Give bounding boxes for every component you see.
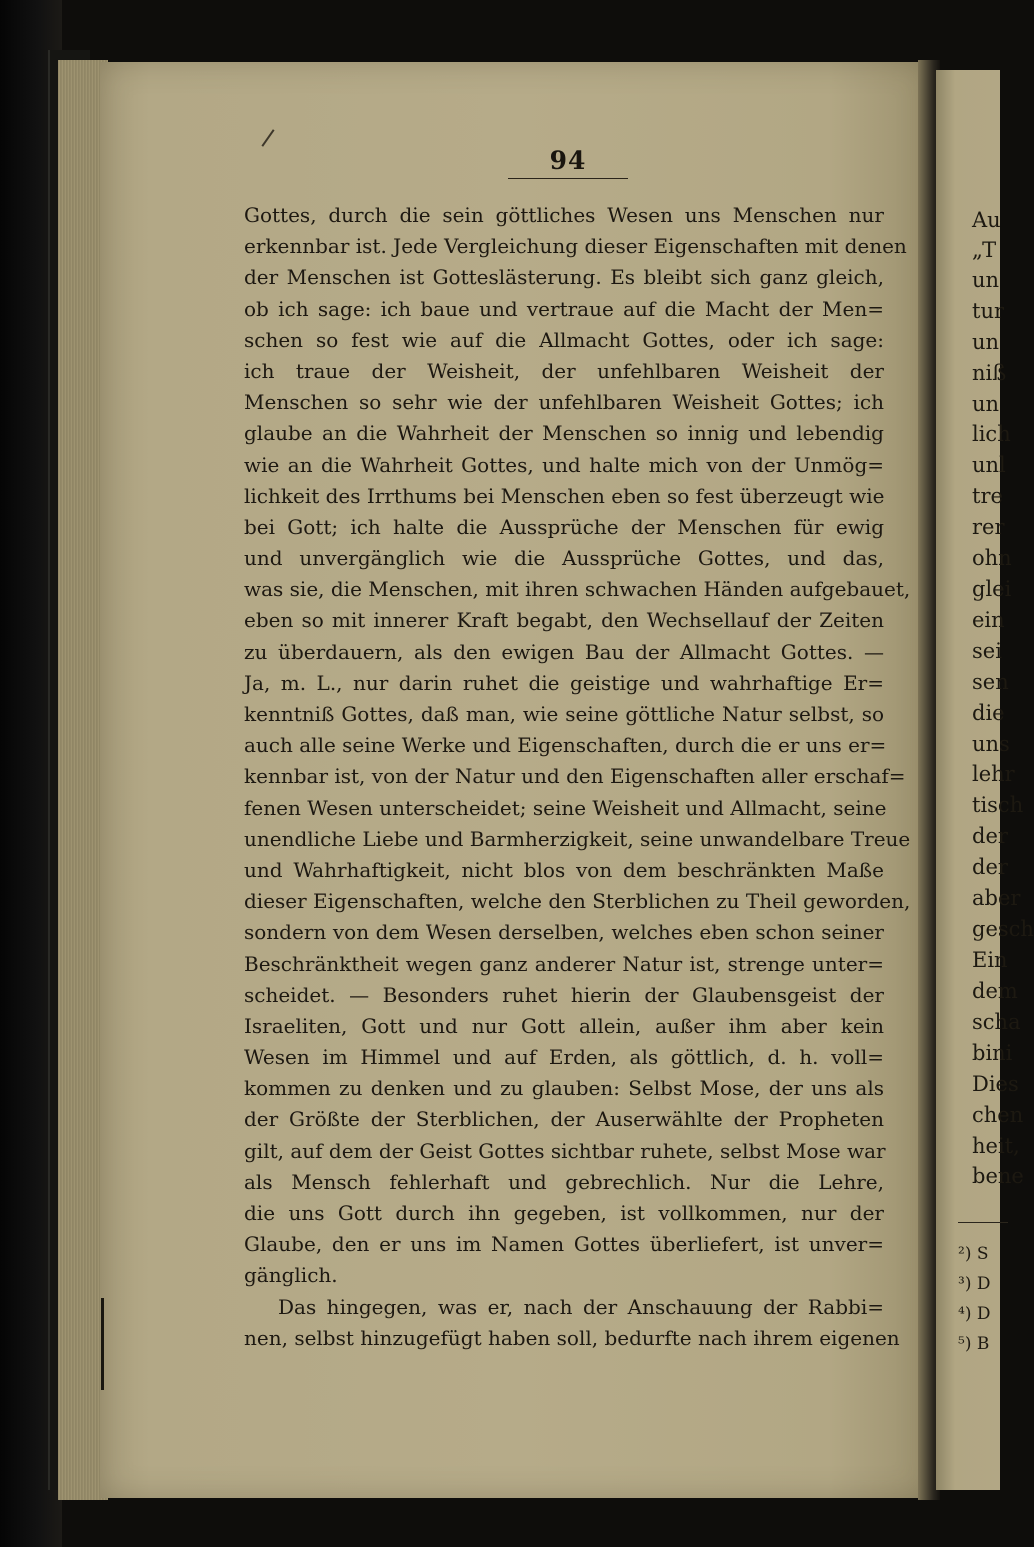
text-line: nen, selbst hinzugefügt haben soll, bedurfte nach ihrem eigenen: [244, 1325, 900, 1350]
next-page-fragment: lehr: [972, 762, 1015, 786]
next-page-fragment: heit,: [972, 1134, 1020, 1158]
text-line: kennbar ist, von der Natur und den Eigenschaften aller erschaf=: [244, 764, 906, 789]
next-page-fragment: un: [972, 268, 1000, 292]
text-line: und Wahrhaftigkeit, nicht blos von dem beschränkten Maße: [244, 857, 884, 882]
next-page-fragment: sen: [972, 670, 1009, 694]
next-page-fragment: scha: [972, 1010, 1021, 1034]
next-page-fragment: unl: [972, 453, 1006, 477]
text-line: Ja, m. L., nur darin ruhet die geistige und wahrhaftige Er=: [244, 670, 884, 695]
text-line: was sie, die Menschen, mit ihren schwachen Händen aufgebauet,: [244, 577, 911, 602]
text-line: die uns Gott durch ihn gegeben, ist vollkommen, nur der: [244, 1201, 884, 1225]
next-page-fragment: gesch: [972, 917, 1034, 941]
next-page-footnote: ⁴) D: [958, 1304, 991, 1324]
text-line: der Größte der Sterblichen, der Auserwählte der Propheten: [244, 1107, 884, 1132]
next-page-fragment: tre: [972, 484, 1003, 508]
text-line: Gottes, durch die sein göttliches Wesen uns Menschen nur: [244, 203, 884, 227]
text-line: Glaube, den er uns im Namen Gottes überliefert, ist unver=: [244, 1232, 884, 1257]
text-line: kenntniß Gottes, daß man, wie seine göttliche Natur selbst, so: [244, 702, 884, 726]
next-page-fragment: niß: [972, 361, 1007, 385]
text-line: eben so mit innerer Kraft begabt, den Wechsellauf der Zeiten: [244, 608, 884, 633]
text-line: glaube an die Wahrheit der Menschen so innig und lebendig: [244, 421, 884, 446]
text-line: ob ich sage: ich baue und vertraue auf die Macht der Men=: [244, 296, 884, 321]
next-page-fragment: tur: [972, 299, 1005, 323]
text-line: und unvergänglich wie die Aussprüche Gottes, und das,: [244, 546, 884, 571]
text-line: der Menschen ist Gotteslästerung. Es bleibt sich ganz gleich,: [244, 265, 884, 290]
next-page-fragment: chen: [972, 1103, 1024, 1127]
text-line: Menschen so sehr wie der unfehlbaren Weisheit Gottes; ich: [244, 390, 884, 415]
next-page-fragment: ein: [972, 608, 1005, 632]
next-page-fragment: uns: [972, 732, 1010, 756]
text-line: lichkeit des Irrthums bei Menschen eben so fest überzeugt wie: [244, 483, 885, 508]
next-page-fragment: der: [972, 855, 1008, 879]
next-page-fragment: Dies: [972, 1072, 1019, 1096]
text-line: scheidet. — Besonders ruhet hierin der Glaubensgeist der: [244, 982, 884, 1007]
next-page-fragment: tisch: [972, 793, 1024, 817]
next-page-fragment: die: [972, 701, 1005, 725]
next-page-footnote-rule: [958, 1222, 1008, 1223]
text-line: Beschränktheit wegen ganz anderer Natur ist, strenge unter=: [244, 951, 884, 976]
text-line: als Mensch fehlerhaft und gebrechlich. Nur die Lehre,: [244, 1169, 884, 1194]
text-line: sondern von dem Wesen derselben, welches eben schon seiner: [244, 920, 884, 945]
next-page-footnote: ²) S: [958, 1244, 989, 1264]
next-page-fragment: Au: [972, 208, 1001, 232]
next-page-footnote: ³) D: [958, 1274, 991, 1294]
next-page-fragment: aber: [972, 886, 1021, 910]
text-line: ich traue der Weisheit, der unfehlbaren Weisheit der: [244, 358, 884, 383]
text-line: erkennbar ist. Jede Vergleichung dieser Eigenschaften mit denen: [244, 234, 907, 259]
text-line-paragraph-start: Das hingegen, was er, nach der Anschauung der Rabbi=: [278, 1294, 884, 1319]
text-line: gänglich.: [244, 1263, 338, 1288]
text-line: unendliche Liebe und Barmherzigkeit, seine unwandelbare Treue: [244, 826, 911, 851]
next-page-footnote: ⁵) B: [958, 1334, 990, 1354]
next-page-fragment: „T: [972, 238, 997, 262]
text-line: auch alle seine Werke und Eigenschaften, durch die er uns er=: [244, 733, 887, 758]
page-number: 94: [549, 146, 587, 175]
next-page-fragment: sei: [972, 639, 1002, 663]
text-line: schen so fest wie auf die Allmacht Gottes, oder ich sage:: [244, 327, 884, 352]
page-body-text: [244, 200, 911, 1354]
text-line: dieser Eigenschaften, welche den Sterblichen zu Theil geworden,: [244, 889, 911, 914]
text-line: wie an die Wahrheit Gottes, und halte mich von der Unmög=: [244, 452, 884, 477]
header-rule: [508, 178, 628, 179]
text-line: kommen zu denken und zu glauben: Selbst Mose, der uns als: [244, 1076, 884, 1101]
margin-pencil-line: [101, 1298, 104, 1390]
text-line: Israeliten, Gott und nur Gott allein, außer ihm aber kein: [244, 1013, 884, 1038]
text-line: Wesen im Himmel und auf Erden, als göttlich, d. h. voll=: [244, 1045, 884, 1070]
text-line: zu überdauern, als den ewigen Bau der Allmacht Gottes. —: [244, 639, 884, 664]
right-page-edge: [936, 70, 1034, 1490]
next-page-fragment: un: [972, 392, 1000, 416]
next-page-fragment: lich: [972, 422, 1011, 446]
next-page-fragment: bini: [972, 1041, 1013, 1065]
next-page-fragment: dem: [972, 979, 1018, 1003]
text-line: fenen Wesen unterscheidet; seine Weisheit und Allmacht, seine: [244, 795, 887, 820]
next-page-fragment: ohn: [972, 546, 1012, 570]
next-page-fragment: Ein: [972, 948, 1008, 972]
next-page-fragment: glei: [972, 577, 1012, 601]
next-page-fragment: un: [972, 330, 1000, 354]
next-page-fragment: der: [972, 824, 1008, 848]
text-line: bei Gott; ich halte die Aussprüche der Menschen für ewig: [244, 514, 884, 539]
text-line: gilt, auf dem der Geist Gottes sichtbar ruhete, selbst Mose war: [244, 1138, 886, 1163]
next-page-fragment: rer: [972, 515, 1005, 539]
next-page-fragment: bene: [972, 1164, 1024, 1188]
